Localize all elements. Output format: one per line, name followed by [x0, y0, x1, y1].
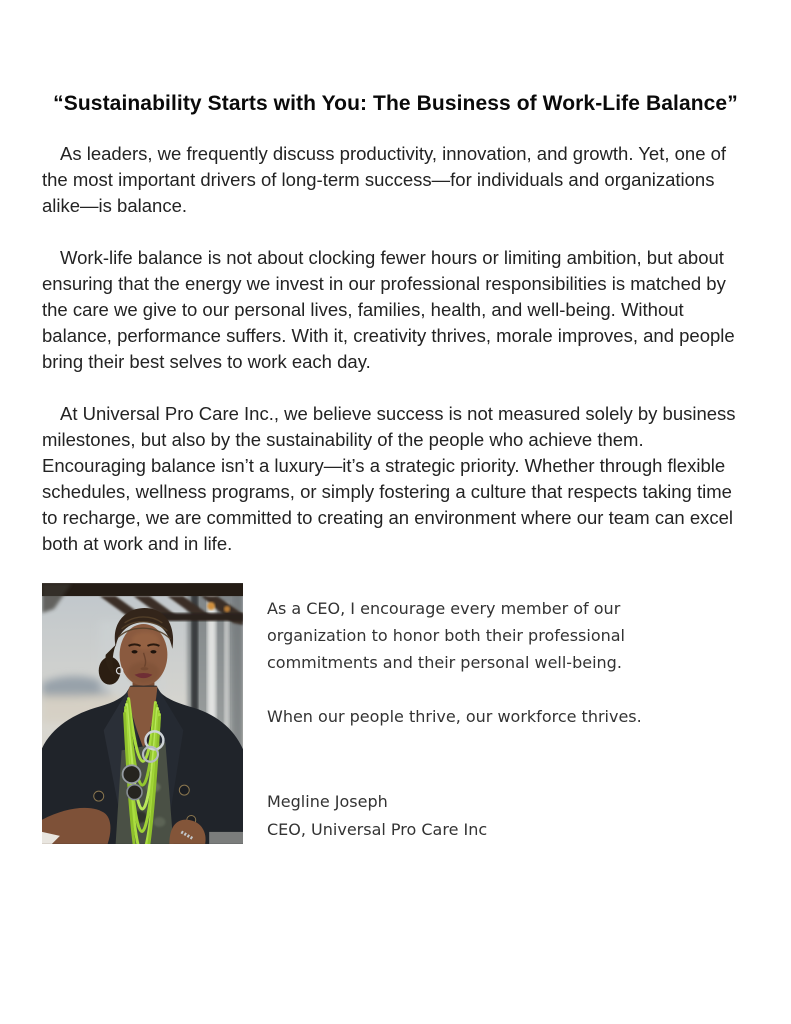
portrait-photo — [42, 583, 243, 844]
paragraph-1: As leaders, we frequently discuss productivity, innovation, and growth. Yet, one of the most important drivers of long-term success—for individuals and organizations alike—is balance. — [42, 143, 727, 216]
signature-title: CEO, Universal Pro Care Inc — [267, 820, 488, 839]
ceo-message-2: When our people thrive, our workforce thrives. — [267, 707, 642, 726]
article-body — [42, 141, 749, 557]
portrait-illustration — [42, 583, 243, 844]
paragraph-2: Work-life balance is not about clocking fewer hours or limiting ambition, but about ensuring that the energy we invest in our professional responsibilities is matched by the care we give to our personal lives, families, health, and well-being. Without balance, performance suffers. With it, creativity thrives, morale improves, and people bring their best selves to work each day. — [42, 247, 735, 372]
ceo-section — [42, 583, 749, 844]
ceo-message — [267, 583, 707, 844]
ceo-message-1: As a CEO, I encourage every member of our organization to honor both their professional commitments and their personal well-being. — [267, 599, 625, 672]
signature-name: Megline Joseph — [267, 792, 388, 811]
page-title: “Sustainability Starts with You: The Business of Work-Life Balance” — [53, 92, 738, 115]
paragraph-3: At Universal Pro Care Inc., we believe success is not measured solely by business milestones, but also by the sustainability of the people who achieve them. Encouraging balance isn’t a luxury—it’s a strategic priority. Whether through flexible schedules, wellness programs, or simply fostering a culture that respects taking time to recharge, we are committed to creating an environment where our team can excel both at work and in life. — [42, 403, 736, 554]
signature-block — [267, 788, 707, 844]
